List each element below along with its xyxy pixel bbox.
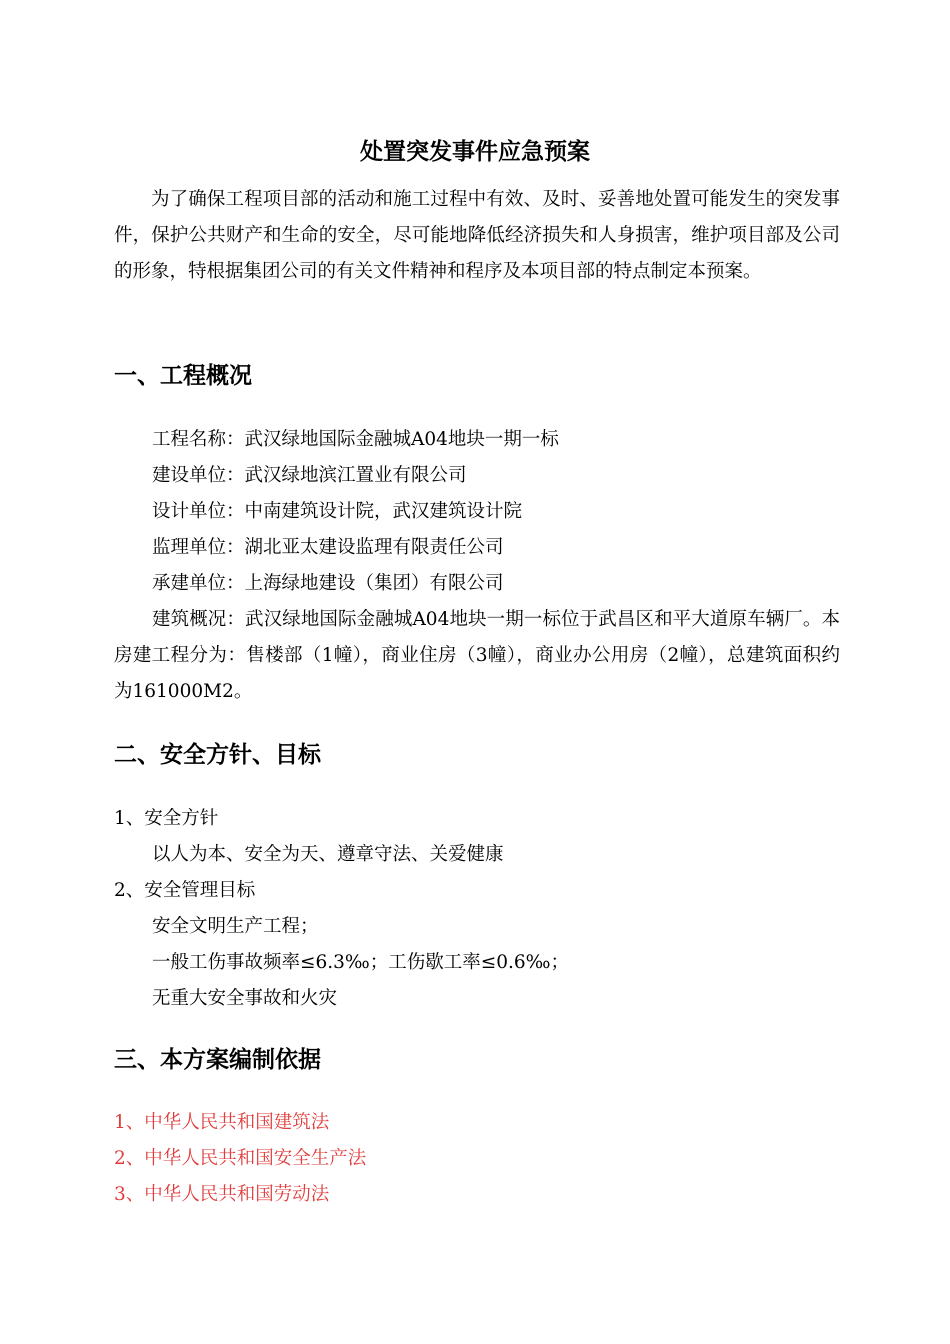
safety-goal-2: 一般工伤事故频率≤6.3‰；工伤歇工率≤0.6‰；	[152, 952, 569, 973]
basis-item: 2、中华人民共和国安全生产法	[114, 1148, 367, 1169]
basis-item: 1、中华人民共和国建筑法	[114, 1112, 330, 1133]
safety-goal-3: 无重大安全事故和火灾	[152, 988, 338, 1009]
supervisor-line: 监理单位：湖北亚太建设监理有限责任公司	[152, 537, 504, 558]
section-heading-basis: 三、本方案编制依据	[114, 1047, 321, 1073]
owner-line: 建设单位：武汉绿地滨江置业有限公司	[152, 465, 467, 486]
safety-goal-label: 2、安全管理目标	[114, 880, 256, 901]
safety-policy-label: 1、安全方针	[114, 808, 219, 829]
designer-line: 设计单位：中南建筑设计院，武汉建筑设计院	[152, 501, 523, 522]
safety-goal-1: 安全文明生产工程；	[152, 916, 319, 937]
safety-policy-text: 以人为本、安全为天、遵章守法、关爱健康	[152, 844, 504, 865]
document-title: 处置突发事件应急预案	[360, 139, 590, 165]
section-heading-overview: 一、工程概况	[114, 363, 252, 389]
project-name-line: 工程名称：武汉绿地国际金融城A04地块一期一标	[152, 429, 559, 450]
building-overview-paragraph: 建筑概况：武汉绿地国际金融城A04地块一期一标位于武昌区和平大道原车辆厂。本房建工程分为：售楼部（1幢），商业住房（3幢），商业办公用房（2幢），总建筑面积约为161000M2。	[114, 609, 840, 702]
basis-item: 3、中华人民共和国劳动法	[114, 1184, 330, 1205]
contractor-line: 承建单位：上海绿地建设（集团）有限公司	[152, 573, 504, 594]
intro-paragraph: 为了确保工程项目部的活动和施工过程中有效、及时、妥善地处置可能发生的突发事件，保护公共财产和生命的安全，尽可能地降低经济损失和人身损害，维护项目部及公司的形象，特根据集团公司的有关文件精神和程序及本项目部的特点制定本预案。	[114, 189, 840, 282]
section-heading-safety: 二、安全方针、目标	[114, 742, 321, 768]
